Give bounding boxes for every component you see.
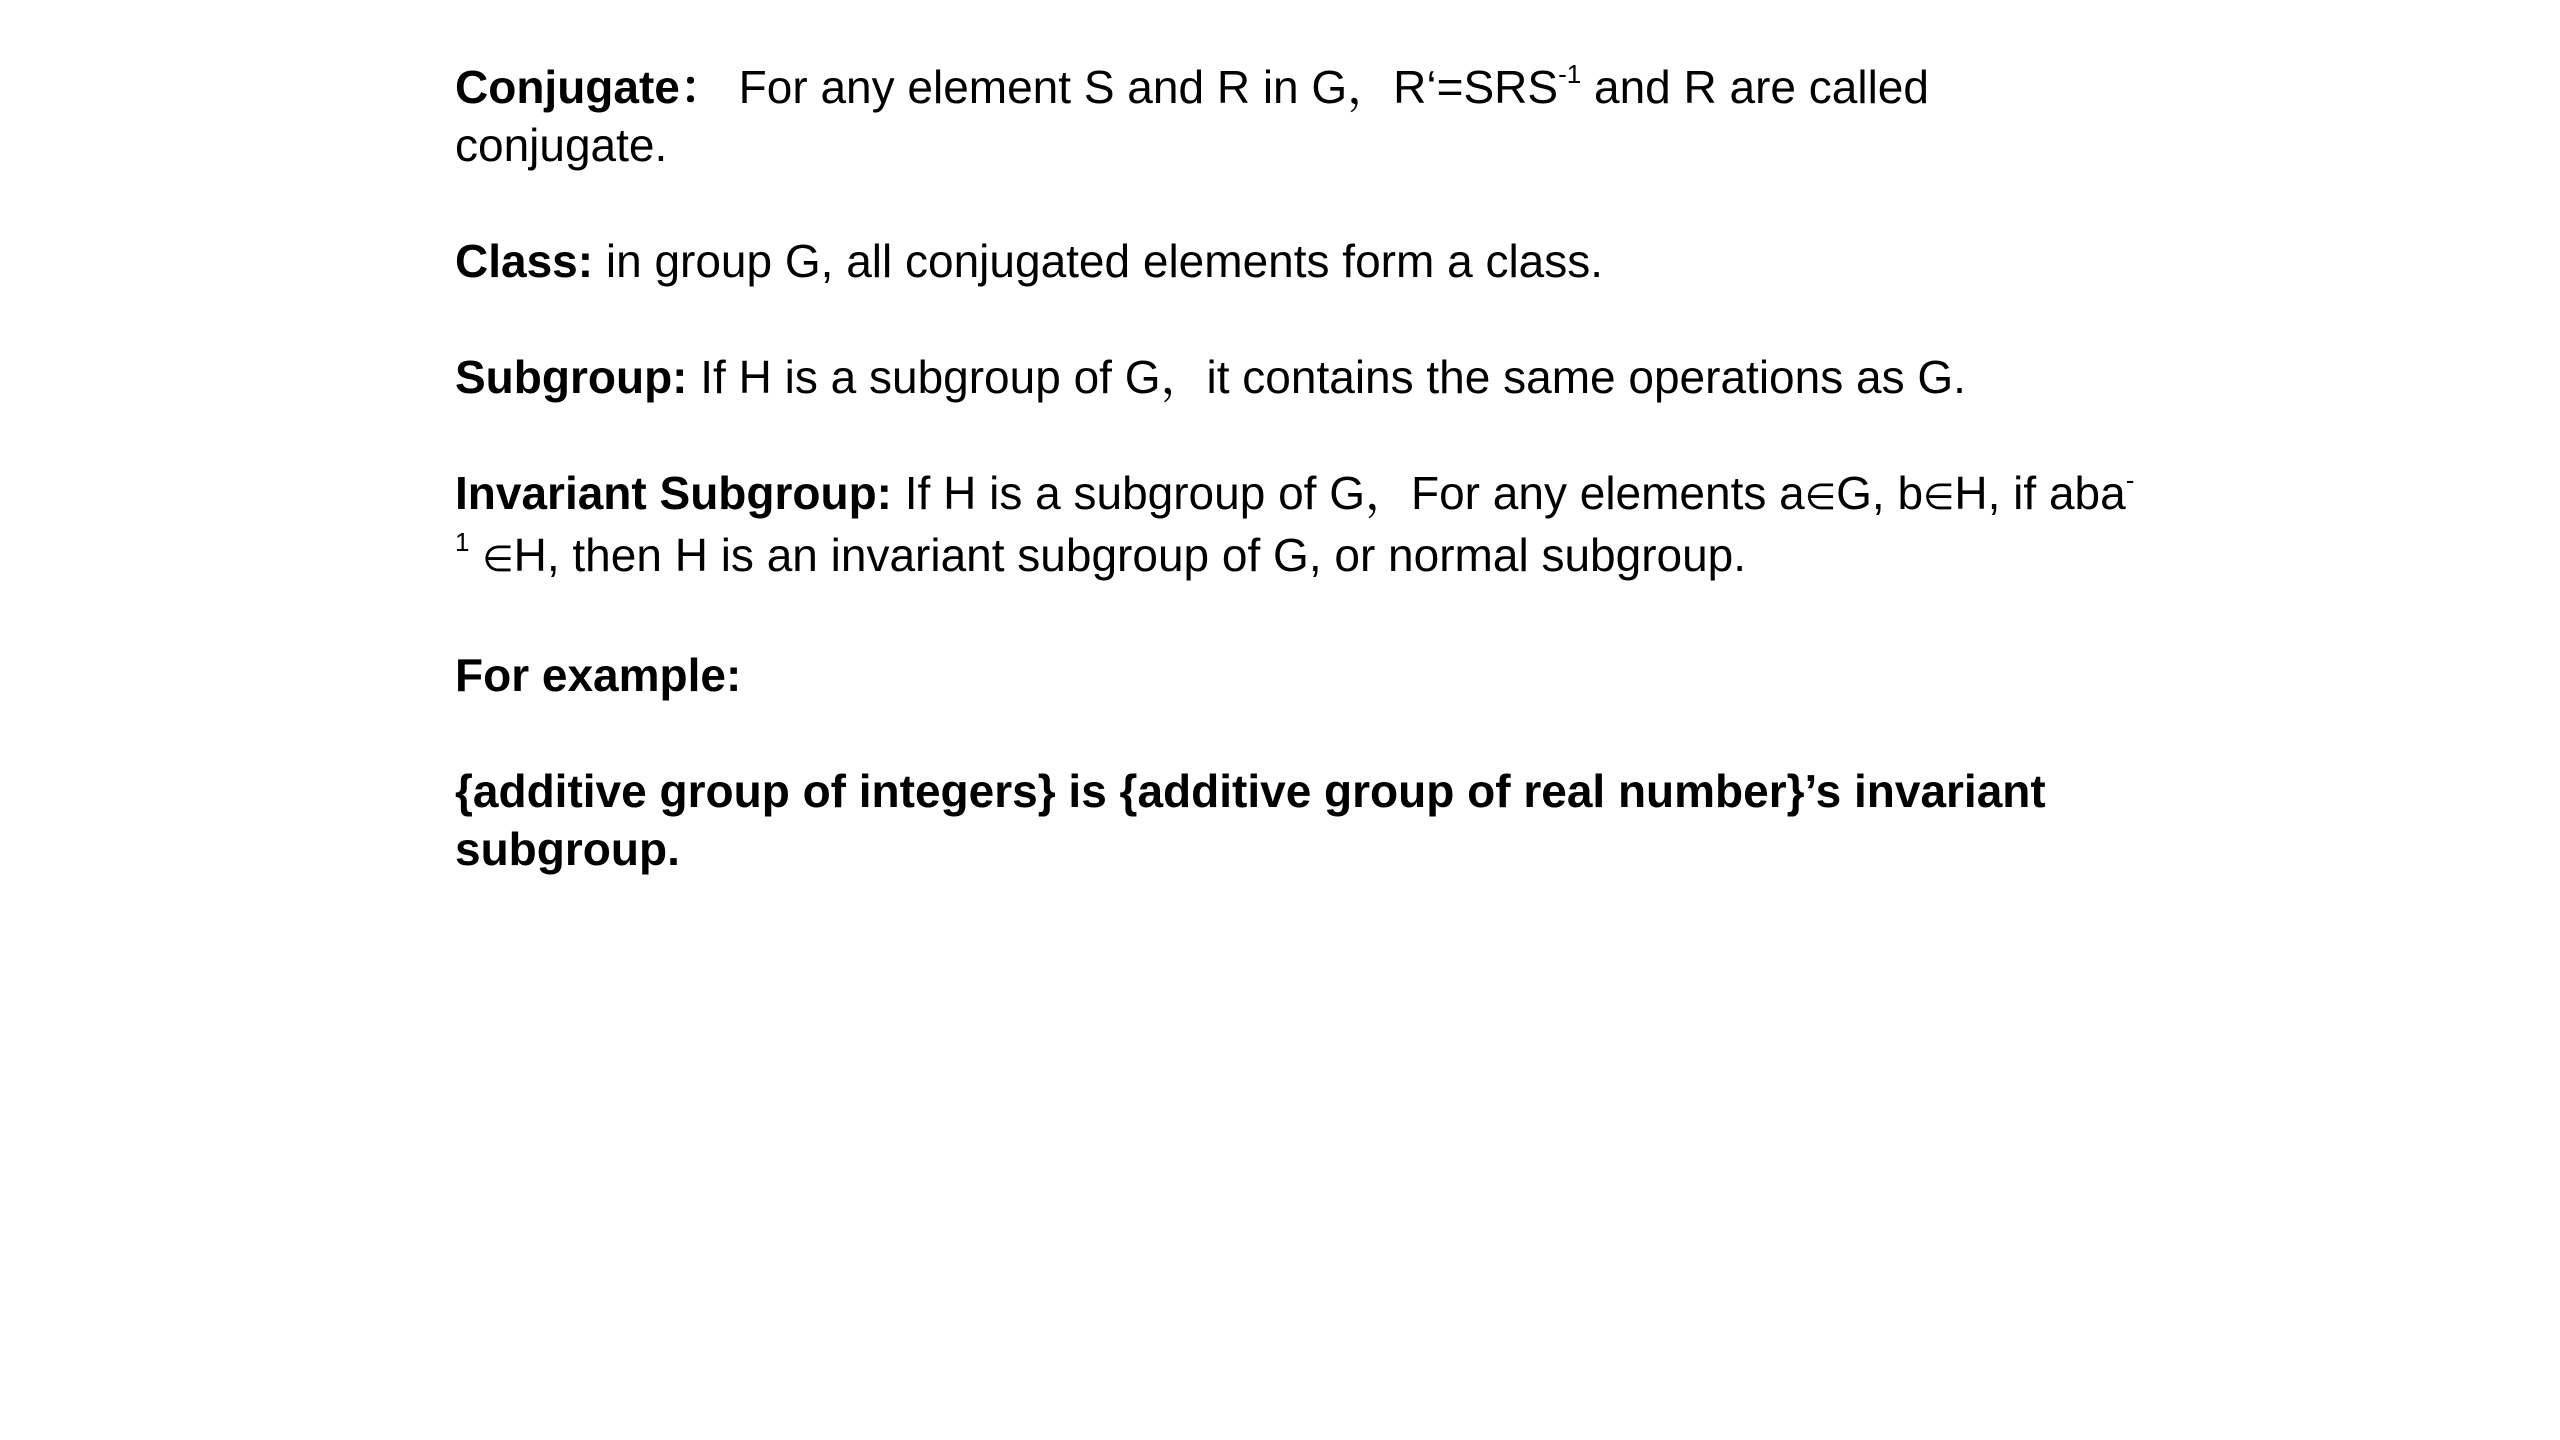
slide-content	[455, 58, 2135, 936]
invariant-subgroup-definition	[455, 464, 2135, 588]
class-text: in group G, all conjugated elements form a class.	[593, 235, 1604, 287]
conjugate-text-2: and R are called conjugate.	[455, 61, 1929, 171]
element-of-symbol: ∈	[1923, 476, 1955, 517]
class-definition	[455, 232, 2135, 290]
conjugate-superscript: -1	[1558, 58, 1582, 89]
invariant-subgroup-text-5: H, then H is an invariant subgroup of G, or normal subgroup.	[513, 529, 1747, 581]
invariant-subgroup-text-1: If H is a subgroup of G，For any elements a	[892, 467, 1805, 519]
element-of-symbol: ∈	[1804, 476, 1837, 517]
invariant-subgroup-text-2: G, b	[1836, 467, 1924, 519]
subgroup-term: Subgroup:	[455, 351, 688, 403]
conjugate-definition	[455, 58, 2135, 174]
invariant-subgroup-text-4	[469, 529, 482, 581]
invariant-subgroup-text-3: H, if aba	[1954, 467, 2126, 519]
subgroup-text: If H is a subgroup of G，it contains the same operations as G.	[687, 351, 1966, 403]
element-of-symbol: ∈	[482, 538, 514, 579]
example-heading: For example:	[455, 649, 742, 701]
invariant-subgroup-term: Invariant Subgroup:	[455, 467, 892, 519]
conjugate-term: Conjugate：	[455, 61, 726, 113]
subgroup-definition	[455, 348, 2135, 406]
class-term: Class:	[455, 235, 594, 287]
conjugate-text-1: For any element S and R in G，R‘=SRS	[725, 61, 1559, 113]
invariant-subgroup-superscript: -1	[455, 464, 2135, 557]
example-text: {additive group of integers} is {additive group of real number}’s invariant subgroup.	[455, 765, 2046, 875]
